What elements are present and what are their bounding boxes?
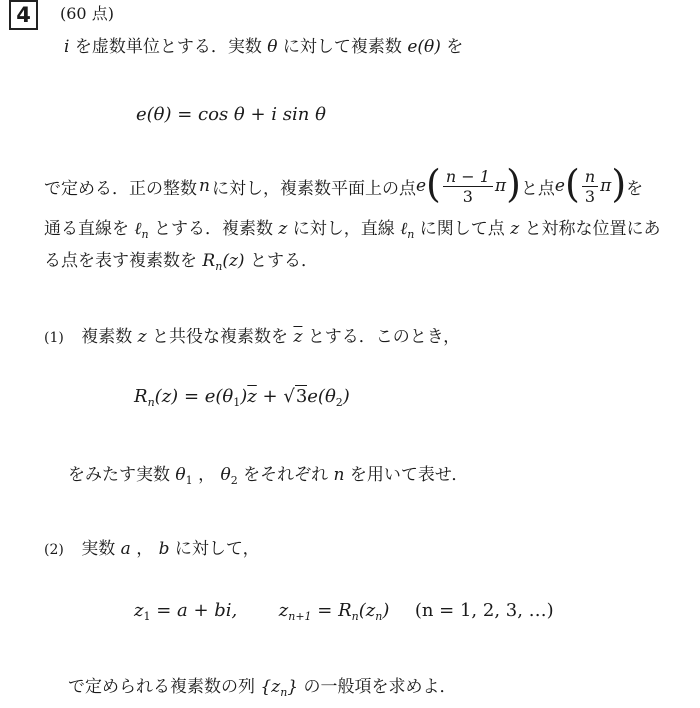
fraction-2-numerator: n	[582, 167, 598, 187]
definition-line-2	[44, 214, 661, 241]
symbol-z-1: z	[278, 219, 288, 239]
symbol-theta: θ	[267, 37, 278, 57]
part1-symbol-n: n	[333, 465, 345, 485]
def-text-line4-b: とする．	[249, 251, 318, 271]
def-text-a: で定める．正の整数	[44, 178, 197, 199]
def-text-c: と点	[520, 178, 555, 199]
symbol-Rn-z: $R_n(z)$	[202, 251, 245, 273]
part1-symbol-zbar: $\overline{z}$	[293, 327, 303, 347]
part1-text-a: 複素数	[81, 327, 133, 347]
symbol-ell-n-2: ℓ$_n$	[400, 219, 415, 241]
symbol-i: i	[64, 37, 70, 57]
part2-text-a: 実数	[81, 539, 116, 559]
definition-line-1	[44, 162, 643, 210]
right-paren-1: )	[506, 162, 521, 206]
fraction-1-numerator: n − 1	[443, 167, 493, 187]
symbol-e-2: e	[554, 176, 565, 196]
def-text-line3-d: に関して点	[419, 219, 505, 239]
points-label: (60 点)	[60, 4, 114, 23]
intro-text-a: を虚数単位とする．実数	[74, 37, 262, 57]
part2-ask-line	[68, 672, 457, 699]
intro-line	[64, 32, 463, 57]
part2-symbol-a: a	[120, 539, 131, 559]
symbol-zn-set: $\{z_n\}$	[260, 677, 299, 699]
def-text-b: に対し，複素数平面上の点	[211, 178, 416, 199]
def-text-d: を	[626, 178, 644, 199]
formula-euler	[136, 104, 326, 125]
part1-formula: $R_n(z) = e(\theta_1)\overline{z} + √3e(\theta_2)$	[134, 386, 350, 409]
part1-label: (1)	[44, 330, 64, 346]
part2-text-b: ，	[136, 539, 154, 559]
symbol-z-2: z	[510, 219, 520, 239]
def-text-line3-b: とする．複素数	[154, 219, 273, 239]
part2-text-c: に対して，	[174, 539, 260, 559]
symbol-e-1: e	[415, 176, 427, 196]
fraction-n-minus-1-over-3	[443, 167, 493, 206]
part1-ask-a: をみたす実数	[68, 465, 170, 485]
part1-ask-c: をそれぞれ	[243, 465, 329, 485]
part2-label: (2)	[44, 542, 64, 558]
part2-formula: $z_1 = a$ + bi, $z_{n+1} = R_n(z_n) (n = 1$, 2, 3, …)	[134, 600, 554, 623]
symbol-theta1: $\theta_1$	[175, 465, 193, 487]
def-text-line3-c: に対し，直線	[292, 219, 395, 239]
symbol-n: n	[199, 176, 210, 196]
part1-text-b: と共役な複素数を	[152, 327, 289, 347]
fraction-2-denominator: 3	[584, 186, 596, 206]
part1-text-c: とする．このとき，	[307, 327, 461, 347]
formula-euler-text: e(θ) = cos θ + i sin θ	[136, 104, 326, 125]
symbol-ell-n-1: ℓ$_n$	[134, 219, 149, 241]
intro-text-c: を	[446, 37, 464, 57]
part2-ask-b: の一般項を求めよ．	[303, 677, 457, 697]
right-paren-2: )	[611, 162, 627, 206]
symbol-pi-1: π	[494, 176, 507, 196]
def-text-line3-a: 通る直線を	[44, 219, 129, 239]
part1-symbol-z: z	[137, 327, 147, 347]
definition-line-3	[44, 246, 318, 273]
part1-ask-d: を用いて表せ．	[349, 465, 469, 485]
part2-symbol-b: b	[158, 539, 170, 559]
part1-line	[44, 322, 460, 347]
symbol-theta2: $\theta_2$	[220, 465, 238, 487]
part2-line	[44, 534, 260, 559]
def-text-line3-e: と対称な位置にあ	[524, 219, 661, 239]
left-paren-1: (	[426, 162, 441, 206]
intro-text-b: に対して複素数	[282, 37, 402, 57]
symbol-e-theta: e(θ)	[407, 37, 441, 57]
left-paren-2: (	[564, 162, 580, 206]
part2-seq-range: (n = 1, 2, 3, …)	[414, 600, 554, 621]
symbol-pi-2: π	[600, 176, 612, 196]
part1-ask-line	[68, 460, 468, 487]
question-number-box: 4	[9, 0, 38, 30]
def-text-line4-a: る点を表す複素数を	[44, 251, 197, 271]
fraction-1-denominator: 3	[462, 186, 473, 206]
fraction-n-over-3	[582, 167, 598, 206]
part2-ask-a: で定められる複素数の列	[68, 677, 255, 697]
part1-ask-b: ，	[198, 465, 216, 485]
